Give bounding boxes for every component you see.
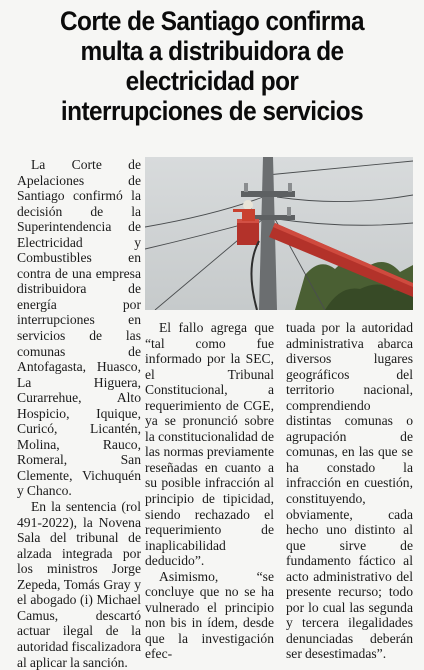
article-column-3 [286, 320, 413, 662]
headline-line-1: Corte de Santiago confirma [59, 6, 365, 36]
headline-line-4: interrupciones de servicios [60, 96, 364, 126]
headline-line-2: multa a distribuidora de [80, 36, 344, 66]
paragraph-asimismo: Asimismo, “se concluye que no se ha vulnerado el principio non bis in ídem, desde que la investigación efec- [145, 568, 274, 662]
article-column-2 [145, 320, 274, 662]
article-column-1 [17, 157, 141, 670]
utility-pole-lineman-photo [145, 157, 413, 310]
article-headline [17, 6, 407, 126]
paragraph-sentencia: En la sentencia (rol 491-2022), la Novena Sala del tribunal de alzada integrada por los ministros Jorge Zepeda, Tomás Gray y el abogado (i) Michael Camus, descartó actuar ilegal de la autoridad fiscalizadora al aplicar la sanción. [17, 499, 141, 670]
paragraph-intro: La Corte de Apelaciones de Santiago confirmó la decisión de la Superintendencia de Electricidad y Combustibles en contra de una empresa distribuidora de energía por interrupciones en servicios de las comunas de Antofagasta, Huasco, La Higuera, Curarrehue, Alto Hospicio, Iquique, Curicó, Licantén, Molina, Rauco, Romeral, San Clemente, Vichuquén y Chanco. [17, 157, 141, 499]
paragraph-fallo: El fallo agrega que “tal como fue informado por la SEC, el Tribunal Constitucional, a requerimiento de CGE, ya se pronunció sobre la constitucionalidad de las normas previamente reseñadas en cuanto a su posible infracción al principio de tipicidad, siendo rechazado el requerimiento de inaplicabilidad deducido”. [145, 320, 274, 569]
article-photo [145, 157, 413, 310]
paragraph-continuation: tuada por la autoridad administrativa abarca diversos lugares geográficos del territorio nacional, comprendiendo distintas comunas o agrupación de comunas, en las que se ha constado la infracción en cuestión, constituyendo, obviamente, cada hecho uno distinto al que sirve de fundamento fáctico al acto administrativo del presente recurso; todo por lo cual las segunda y tercera ilegalidades denunciadas deberán ser desestimadas”. [286, 320, 413, 662]
headline-line-3: electricidad por [125, 66, 299, 96]
